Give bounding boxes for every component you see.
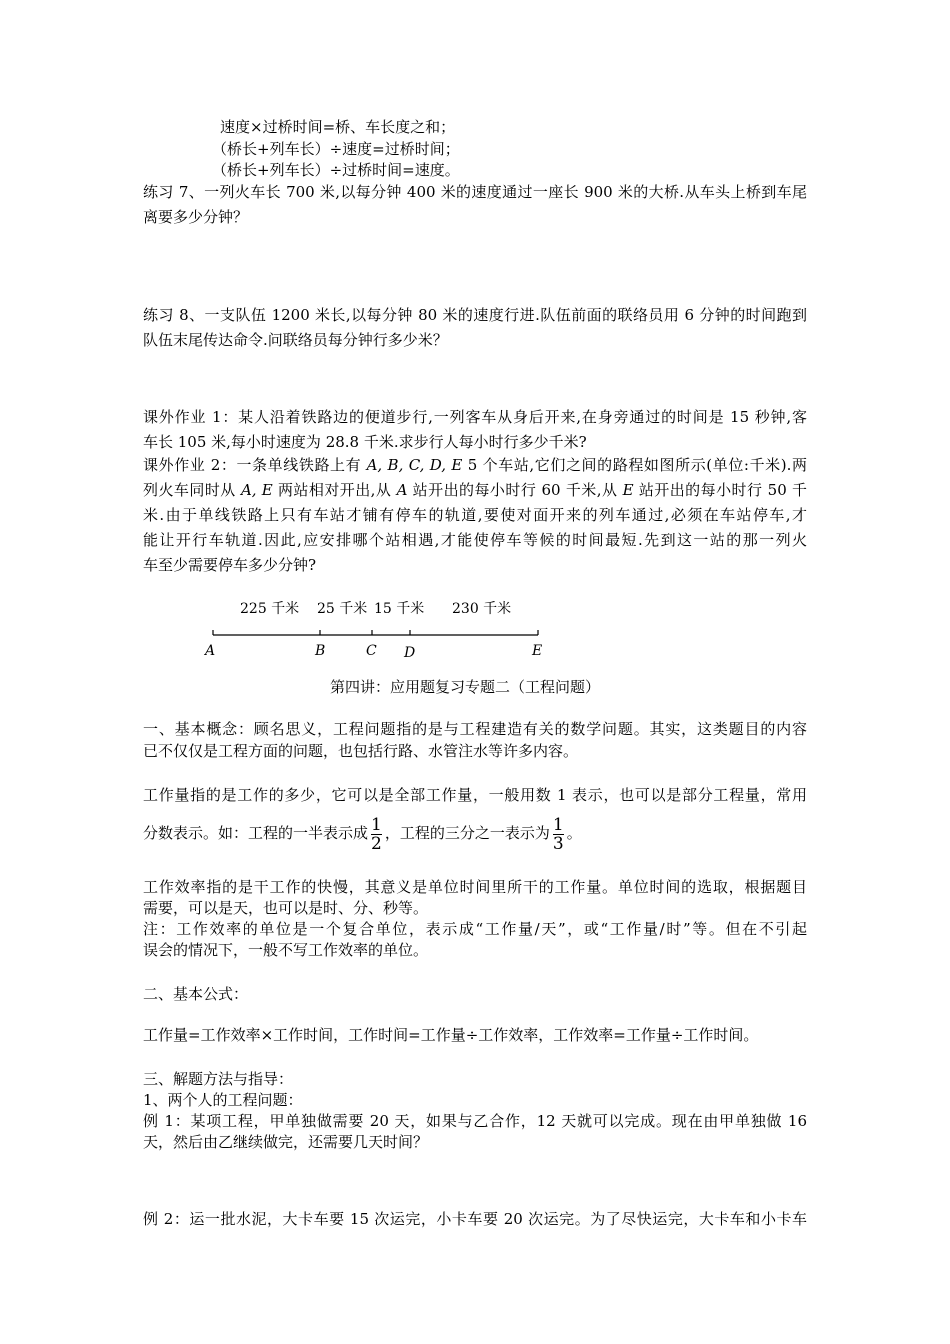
homework2-line4: 能让开行车轨道.因此,应安排哪个站相遇,才能使停车等候的时间最短.先到这一站的那一列火 — [143, 531, 807, 549]
distance-label-ab: 225 千米 — [240, 601, 300, 617]
fraction-one-third: $\frac{1}{3}$ — [552, 814, 564, 854]
formula-line-2: （桥长+列车长）÷速度=过桥时间； — [212, 140, 460, 158]
example1-line2: 天，然后由乙继续做完，还需要几天时间？ — [143, 1133, 429, 1151]
efficiency-line2: 需要，可以是天，也可以是时、分、秒等。 — [143, 899, 429, 917]
method-sub1: 1、两个人的工程问题： — [143, 1091, 303, 1109]
concept-line2: 已不仅仅是工程方面的问题，也包括行路、水管注水等许多内容。 — [143, 742, 579, 760]
efficiency-line1: 工作效率指的是干工作的快慢，其意义是单位时间里所干的工作量。单位时间的选取，根据题目 — [143, 878, 807, 896]
practice8-line1: 练习 8、一支队伍 1200 米长,以每分钟 80 米的速度行进.队伍前面的联络员用 6 分钟的时间跑到 — [143, 306, 807, 324]
practice7-line1: 练习 7、一列火车长 700 米,以每分钟 400 米的速度通过一座长 900 米的大桥.从车头上桥到车尾 — [143, 183, 807, 201]
fraction-one-half: $\frac{1}{2}$ — [371, 814, 382, 854]
homework2-line2: 列火车同时从 A, E 两站相对开出,从 A 站开出的每小时行 60 千米,从 E 站开出的每小时行 50 千 — [143, 481, 807, 499]
formula-body: 工作量=工作效率×工作时间，工作时间=工作量÷工作效率，工作效率=工作量÷工作时间。 — [143, 1026, 759, 1044]
homework2-line5: 车至少需要停车多少分钟? — [143, 556, 317, 574]
method-heading: 三、解题方法与指导： — [143, 1070, 294, 1088]
workload-line2: 分数表示。如：工程的一半表示成 $\frac{1}{2}$ ，工程的三分之一表示为 $\frac{1}{3}$ 。 — [143, 814, 582, 854]
station-label-c: C — [366, 643, 377, 659]
station-label-d: D — [404, 645, 416, 661]
station-label-b: B — [315, 643, 326, 659]
formula-line-3: （桥长+列车长）÷过桥时间=速度。 — [212, 161, 460, 179]
formula-heading: 二、基本公式： — [143, 985, 249, 1003]
station-label-a: A — [205, 643, 216, 659]
homework2-line1: 课外作业 2：一条单线铁路上有 A, B, C, D, E 5 个车站,它们之间的路程如图所示(单位:千米).两 — [143, 456, 807, 474]
efficiency-note-line1: 注：工作效率的单位是一个复合单位，表示成“工作量/天”，或“工作量/时”等。但在不引起 — [143, 920, 807, 938]
homework2-line3: 米.由于单线铁路上只有车站才铺有停车的轨道,要使对面开来的列车通过,必须在车站停车,才 — [143, 506, 807, 524]
distance-label-de: 230 千米 — [452, 601, 512, 617]
homework1-line2: 车长 105 米,每小时速度为 28.8 千米.求步行人每小时行多少千米? — [143, 433, 587, 451]
distance-label-cd: 15 千米 — [374, 601, 425, 617]
practice7-line2: 离要多少分钟？ — [143, 208, 249, 226]
railway-line — [205, 626, 545, 642]
workload-line1: 工作量指的是工作的多少，它可以是全部工作量，一般用数 1 表示，也可以是部分工程量，常用 — [143, 786, 807, 804]
efficiency-note-line2: 误会的情况下，一般不写工作效率的单位。 — [143, 941, 429, 959]
homework1-line1: 课外作业 1：某人沿着铁路边的便道步行,一列客车从身后开来,在身旁通过的时间是 15 秒钟,客 — [143, 408, 807, 426]
distance-label-bc: 25 千米 — [317, 601, 368, 617]
formula-line-1: 速度×过桥时间=桥、车长度之和； — [220, 118, 456, 136]
lecture-title: 第四讲：应用题复习专题二（工程问题） — [330, 678, 601, 696]
example2-line1: 例 2：运一批水泥，大卡车要 15 次运完，小卡车要 20 次运完。为了尽快运完，大卡车和小卡车 — [143, 1210, 807, 1228]
station-label-e: E — [532, 643, 543, 659]
practice8-line2: 队伍末尾传达命令.问联络员每分钟行多少米？ — [143, 331, 448, 349]
concept-line1: 一、基本概念：顾名思义，工程问题指的是与工程建造有关的数学问题。其实，这类题目的内容 — [143, 720, 807, 738]
example1-line1: 例 1：某项工程，甲单独做需要 20 天，如果与乙合作，12 天就可以完成。现在由甲单独做 16 — [143, 1112, 807, 1130]
